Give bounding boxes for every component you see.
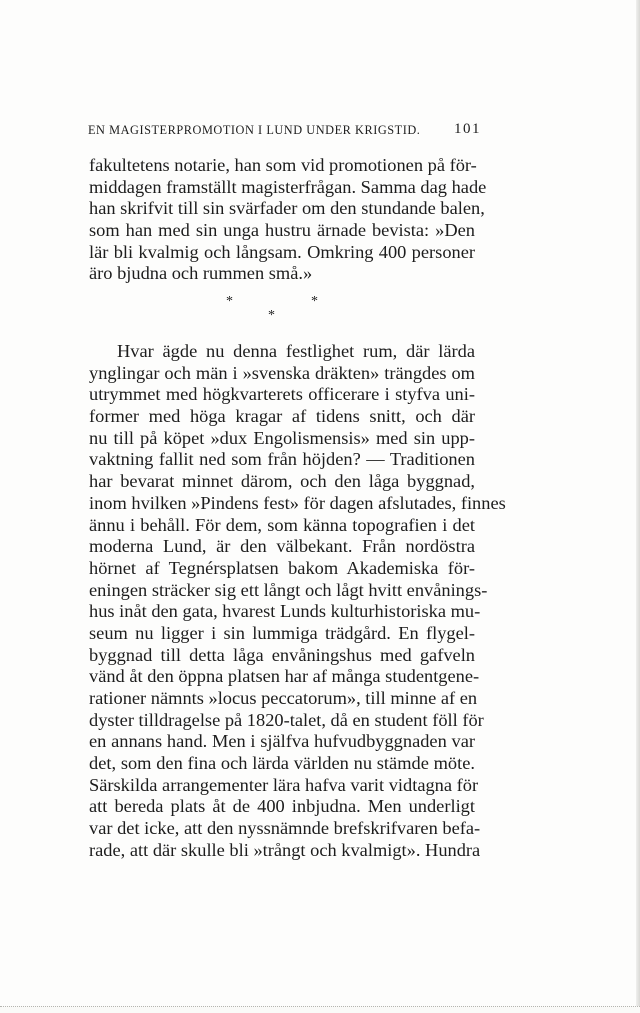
text-line: Särskilda arrangementer lära hafva varit vidtagna för	[89, 774, 479, 795]
text-line: rationer nämnts »locus peccatorum», till minne af en	[89, 688, 478, 708]
page-edge-right	[636, 0, 640, 1013]
text-line: lär bli kvalmig och långsam. Omkring 400 personer	[89, 241, 475, 262]
asterism-star: *	[268, 308, 275, 323]
text-line: hus inåt den gata, hvarest Lunds kulturhistoriska mu-	[89, 601, 481, 622]
paragraph-1	[89, 155, 487, 285]
text-line: byggnad till detta låga envåningshus med gafveln	[89, 644, 475, 665]
text-line: moderna Lund, är den välbekant. Från nordöstra	[89, 536, 475, 557]
text-line: former med höga kragar af tidens snitt, och där	[89, 406, 475, 427]
text-line: middagen framställt magisterfrågan. Samma dag hade	[89, 176, 487, 197]
text-line: seum nu ligger i sin lummiga trädgård. En flygel-	[89, 622, 475, 643]
text-line: att bereda plats åt de 400 inbjudna. Men underligt	[89, 796, 475, 817]
text-line: vänd åt den öppna platsen har af många studentgene-	[89, 666, 480, 687]
asterism-star: *	[311, 294, 318, 309]
asterism-star: *	[226, 294, 233, 309]
text-line: Hvar ägde nu denna festlighet rum, där lärda	[117, 341, 475, 361]
text-line: ynglingar och män i »svenska dräkten» trängdes om	[89, 362, 475, 383]
text-line: äro bjudna och rummen små.»	[89, 263, 313, 284]
running-head-title: EN MAGISTERPROMOTION I LUND UNDER KRIGSTID.	[88, 123, 421, 137]
page-edge-bottom	[0, 1006, 640, 1013]
paragraph-2	[89, 341, 506, 862]
text-line: var det icke, att den nyssnämnde brefskrifvaren befa-	[89, 818, 481, 839]
text-line: han skrifvit till sin svärfader om den stundande balen,	[89, 198, 485, 219]
text-line: ännu i behåll. För dem, som känna topografien i det	[89, 514, 475, 535]
text-line: fakultetens notarie, han som vid promotionen på för-	[89, 155, 477, 175]
text-line: utrymmet med högkvarterets officerare i styfva uni-	[89, 384, 475, 405]
text-line: inom hvilken »Pindens fest» för dagen afslutades, finnes	[89, 492, 506, 513]
text-line: en annans hand. Men i själfva hufvudbyggnaden var	[89, 731, 475, 752]
text-line: dyster tilldragelse på 1820-talet, då en student föll för	[89, 709, 484, 730]
text-line: hörnet af Tegnérsplatsen bakom Akademiska för-	[89, 557, 475, 578]
text-line: eningen sträcker sig ett långt och lågt hvitt envånings-	[89, 579, 488, 600]
text-line: det, som den fina och lärda världen nu stämde möte.	[89, 753, 475, 774]
text-line: vaktning fallit ned som från höjden? — Traditionen	[89, 449, 475, 470]
text-line: har bevarat minnet därom, och den låga byggnad,	[89, 471, 475, 492]
text-line: rade, att där skulle bli »trångt och kvalmigt». Hundra	[89, 839, 481, 860]
text-line: som han med sin unga hustru ärnade bevista: »Den	[89, 220, 475, 241]
text-line: nu till på köpet »dux Engolismensis» med sin upp-	[89, 427, 475, 448]
page-number: 101	[454, 121, 481, 137]
